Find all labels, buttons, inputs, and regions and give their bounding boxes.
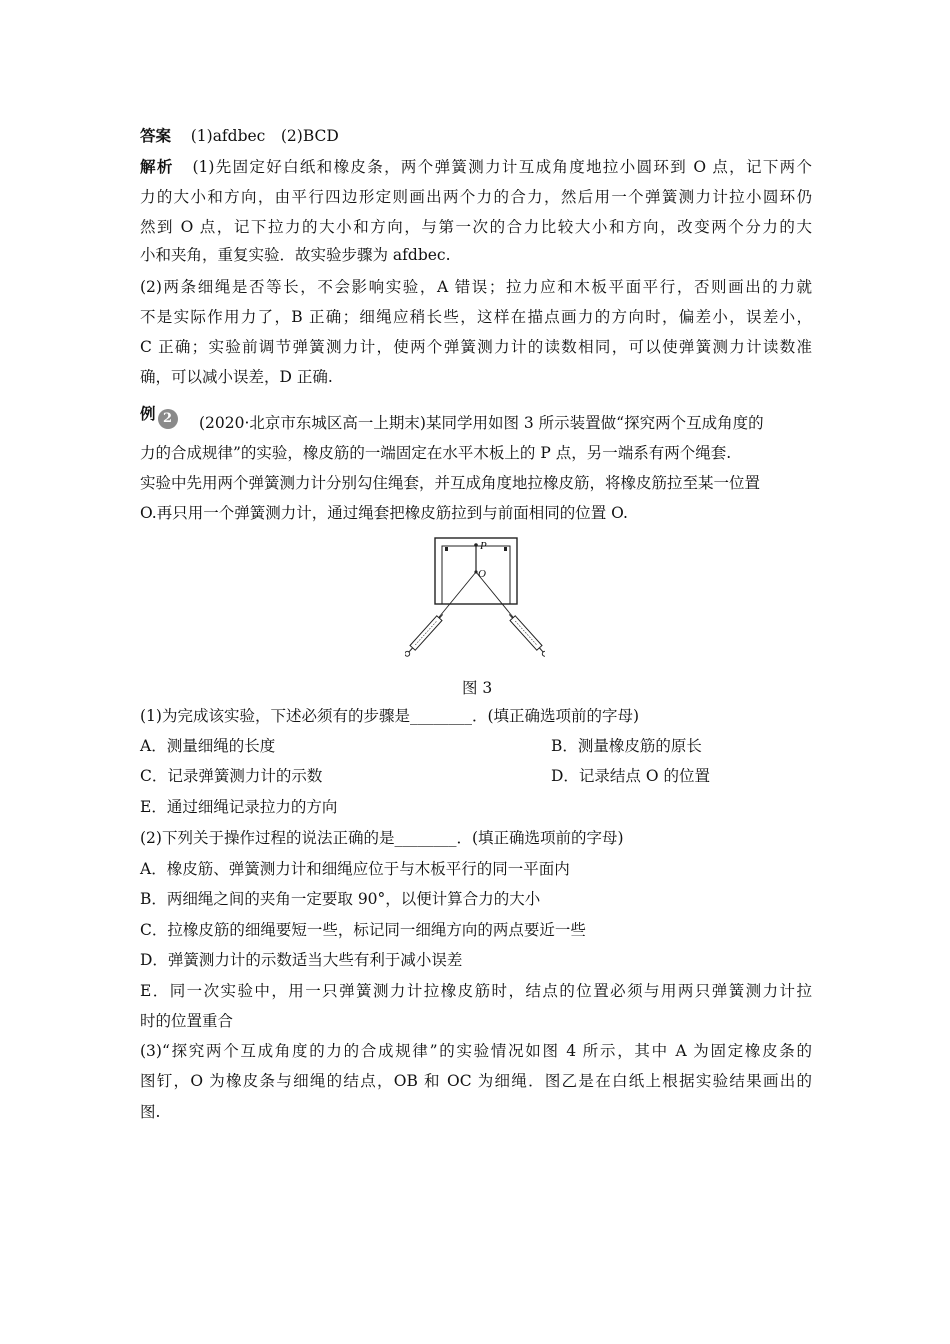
analysis-line-2: 力的大小和方向，由平行四边形定则画出两个力的合力，然后用一个弹簧测力计拉小圆环仍 [140,188,812,206]
label-o: O [478,568,486,580]
spring-balance-right [507,612,545,658]
answer-label: 答案 [140,126,172,145]
q2-option-a: A．橡皮筋、弹簧测力计和细绳应位于与木板平行的同一平面内 [140,860,570,878]
q1-option-e: E．通过细绳记录拉力的方向 [140,798,338,816]
q2-option-c: C．拉橡皮筋的细绳要短一些，标记同一细绳方向的两点要近一些 [140,921,586,939]
analysis-line-6: 不是实际作用力了，B 正确；细绳应稍长些，这样在描点画力的方向时，偏差小，误差小， [140,308,812,326]
example-line-3: 实验中先用两个弹簧测力计分别勾住绳套，并互成角度地拉橡皮筋，将橡皮筋拉至某一位置 [140,474,761,492]
analysis-line-5: (2)两条细绳是否等长，不会影响实验，A 错误；拉力应和木板平面平行，否则画出的力就 [140,278,812,296]
answer-line [140,126,339,146]
analysis-line-3: 然到 O 点，记下拉力的大小和方向，与第一次的合力比较大小和方向，改变两个分力的大 [140,218,812,236]
q2-option-e-line-2: 时的位置重合 [140,1012,234,1030]
q1-option-d: D．记录结点 O 的位置 [551,767,710,785]
q1-options-row-1 [140,736,702,756]
q1-option-c: C．记录弹簧测力计的示数 [140,767,323,785]
example-line-2: 力的合成规律”的实验，橡皮筋的一端固定在水平木板上的 P 点，另一端系有两个绳套. [140,444,732,462]
q2-stem: (2)下列关于操作过程的说法正确的是________．(填正确选项前的字母) [140,829,624,847]
example-line-4: O.再只用一个弹簧测力计，通过绳套把橡皮筋拉到与前面相同的位置 O. [140,504,628,522]
clip-right [504,547,507,551]
example-number-badge: 2 [158,409,178,429]
q3-line-3: 图. [140,1103,161,1121]
analysis-line-4: 小和夹角，重复实验．故实验步骤为 afdbec. [140,246,451,264]
spring-balance-left [405,612,445,658]
example-heading [140,404,178,429]
q3-line-1: (3)“探究两个互成角度的力的合成规律”的实验情况如图 4 所示，其中 A 为固定橡皮条的 [140,1042,812,1060]
q1-options-row-2 [140,766,710,786]
figure-3-apparatus [405,532,545,662]
example-line-1: (2020·北京市东城区高一上期末)某同学用如图 3 所示装置做“探究两个互成角度的 [199,414,764,432]
string-left [435,572,476,622]
q2-option-e-line-1: E．同一次实验中，用一只弹簧测力计拉橡皮筋时，结点的位置必须与用两只弹簧测力计拉 [140,982,812,1000]
clip-left [445,547,448,551]
analysis-line-1 [140,157,812,177]
q1-stem: (1)为完成该实验，下述必须有的步骤是________．(填正确选项前的字母) [140,707,640,725]
q3-line-2: 图钉，O 为橡皮条与细绳的结点，OB 和 OC 为细绳．图乙是在白纸上根据实验结果画出的 [140,1072,812,1090]
analysis-line-7: C 正确；实验前调节弹簧测力计，使两个弹簧测力计的读数相同，可以使弹簧测力计读数准 [140,338,812,356]
answer-text: (1)afdbec (2)BCD [190,127,339,145]
q1-option-a: A．测量细绳的长度 [140,737,276,755]
analysis-label: 解析 [140,157,174,176]
analysis-text: (1)先固定好白纸和橡皮条，两个弹簧测力计互成角度地拉小圆环到 O 点，记下两个 [192,158,812,176]
label-p: P [480,540,487,552]
figure-caption: 图 3 [462,679,493,697]
analysis-line-8: 确，可以减小误差，D 正确. [140,368,333,386]
q2-option-b: B．两细绳之间的夹角一定要取 90°，以便计算合力的大小 [140,890,541,908]
q2-option-d: D．弹簧测力计的示数适当大些有利于减小误差 [140,951,463,969]
q1-option-b: B．测量橡皮筋的原长 [551,737,702,755]
example-label: 例 [140,404,156,423]
